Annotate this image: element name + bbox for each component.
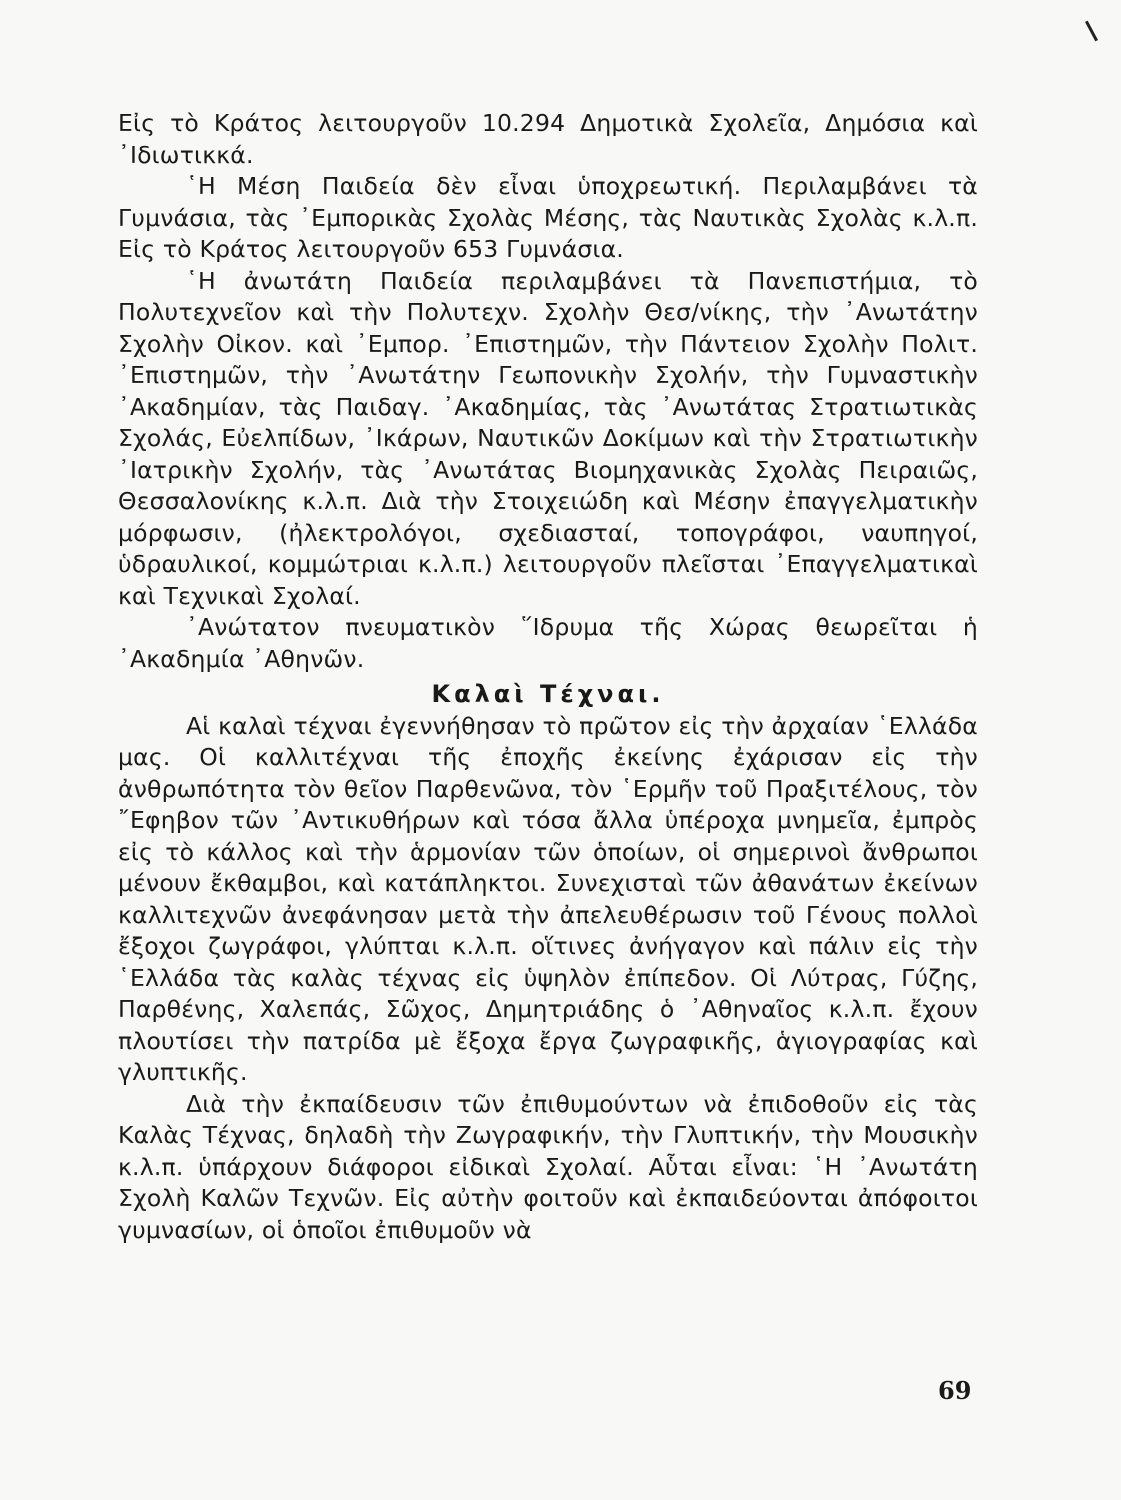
paragraph-secondary-education: ῾Η Μέση Παιδεία δὲν εἶναι ὑποχρεωτική. Περιλαμβάνει τὰ Γυμνάσια, τὰς ᾿Εμπορικὰς Σχολὰς Μέσης, τὰς Ναυτικὰς Σχολὰς κ.λ.π. Εἰς τὸ Κράτος λειτουργοῦν 653 Γυμνάσια. <box>118 172 978 263</box>
body-text <box>118 108 978 1246</box>
paragraph-fine-arts-schools: Διὰ τὴν ἐκπαίδευσιν τῶν ἐπιθυμούντων νὰ ἐπιδοθοῦν εἰς τὰς Καλὰς Τέχνας, δηλαδὴ τὴν Ζωγραφικήν, τὴν Γλυπτικήν, τὴν Μουσικὴν κ.λ.π. ὑπάρχουν διάφοροι εἰδικαὶ Σχολαί. Αὗται εἶναι: ῾Η ᾿Ανωτάτη Σχολὴ Καλῶν Τεχνῶν. Εἰς αὐτὴν φοιτοῦν καὶ ἐκπαιδεύονται ἀπόφοιτοι γυμνασίων, οἱ ὁποῖοι ἐπιθυμοῦν νὰ <box>118 1089 978 1244</box>
section-heading-fine-arts: Καλαὶ Τέχναι. <box>431 680 665 708</box>
paragraph-primary-schools: Εἰς τὸ Κράτος λειτουργοῦν 10.294 Δημοτικὰ Σχολεῖα, Δημόσια καὶ ᾿Ιδιωτικκά. <box>118 109 978 169</box>
paragraph-higher-education: ῾Η ἀνωτάτη Παιδεία περιλαμβάνει τὰ Πανεπιστήμια, τὸ Πολυτεχνεῖον καὶ τὴν Πολυτεχν. Σχολὴν Θεσ/νίκης, τὴν ᾿Ανωτάτην Σχολὴν Οἰκον. καὶ ᾿Εμπορ. ᾿Επιστημῶν, τὴν Πάντειον Σχολὴν Πολιτ. ᾿Επιστημῶν, τὴν ᾿Ανωτάτην Γεωπονικὴν Σχολήν, τὴν Γυμναστικὴν ᾿Ακαδημίαν, τὰς Παιδαγ. ᾿Ακαδημίας, τὰς ᾿Ανωτάτας Στρατιωτικὰς Σχολάς, Εὐελπίδων, ᾿Ικάρων, Ναυτικῶν Δοκίμων καὶ τὴν Στρατιωτικὴν ᾿Ιατρικὴν Σχολήν, τὰς ᾿Ανωτάτας Βιομηχανικὰς Σχολὰς Πειραιῶς, Θεσσαλονίκης κ.λ.π. Διὰ τὴν Στοιχειώδη καὶ Μέσην ἐπαγγελματικὴν μόρφωσιν, (ἠλεκτρολόγοι, σχεδιασταί, τοπογράφοι, ναυπηγοί, ὑδραυλικοί, κομμώτριαι κ.λ.π.) λειτουργοῦν πλεῖσται ᾿Επαγγελματικαὶ καὶ Τεχνικαὶ Σχολαί. <box>118 266 978 610</box>
scan-corner-mark <box>1085 21 1098 42</box>
page-number: 69 <box>938 1376 972 1405</box>
paragraph-fine-arts-history: Αἱ καλαὶ τέχναι ἐγεννήθησαν τὸ πρῶτον εἰς τὴν ἀρχαίαν ῾Ελλάδα μας. Οἱ καλλιτέχναι τῆς ἐποχῆς ἐκείνης ἐχάρισαν εἰς τὴν ἀνθρωπότητα τὸν θεῖον Παρθενῶνα, τὸν ῾Ερμῆν τοῦ Πραξιτέλους, τὸν ῎Εφηβον τῶν ᾿Αντικυθήρων καὶ τόσα ἄλλα ὑπέροχα μνημεῖα, ἐμπρὸς εἰς τὸ κάλλος καὶ τὴν ἁρμονίαν τῶν ὁποίων, οἱ σημερινοὶ ἄνθρωποι μένουν ἔκθαμβοι, καὶ κατάπληκτοι. Συνεχισταὶ τῶν ἀθανάτων ἐκείνων καλλιτεχνῶν ἀνεφάνησαν μετὰ τὴν ἀπελευθέρωσιν τοῦ Γένους πολλοὶ ἔξοχοι ζωγράφοι, γλύπται κ.λ.π. οἵτινες ἀνήγαγον καὶ πάλιν εἰς τὴν ῾Ελλάδα τὰς καλὰς τέχνας εἰς ὑψηλὸν ἐπίπεδον. Οἱ Λύτρας, Γύζης, Παρθένης, Χαλεπάς, Σῶχος, Δημητριάδης ὁ ᾿Αθηναῖος κ.λ.π. ἔχουν πλουτίσει τὴν πατρίδα μὲ ἔξοχα ἔργα ζωγραφικῆς, ἁγιογραφίας καὶ γλυπτικῆς. <box>118 711 978 1086</box>
paragraph-academy: ᾿Ανώτατον πνευματικὸν ῞Ιδρυμα τῆς Χώρας θεωρεῖται ἡ ᾿Ακαδημία ᾿Αθηνῶν. <box>118 613 978 673</box>
